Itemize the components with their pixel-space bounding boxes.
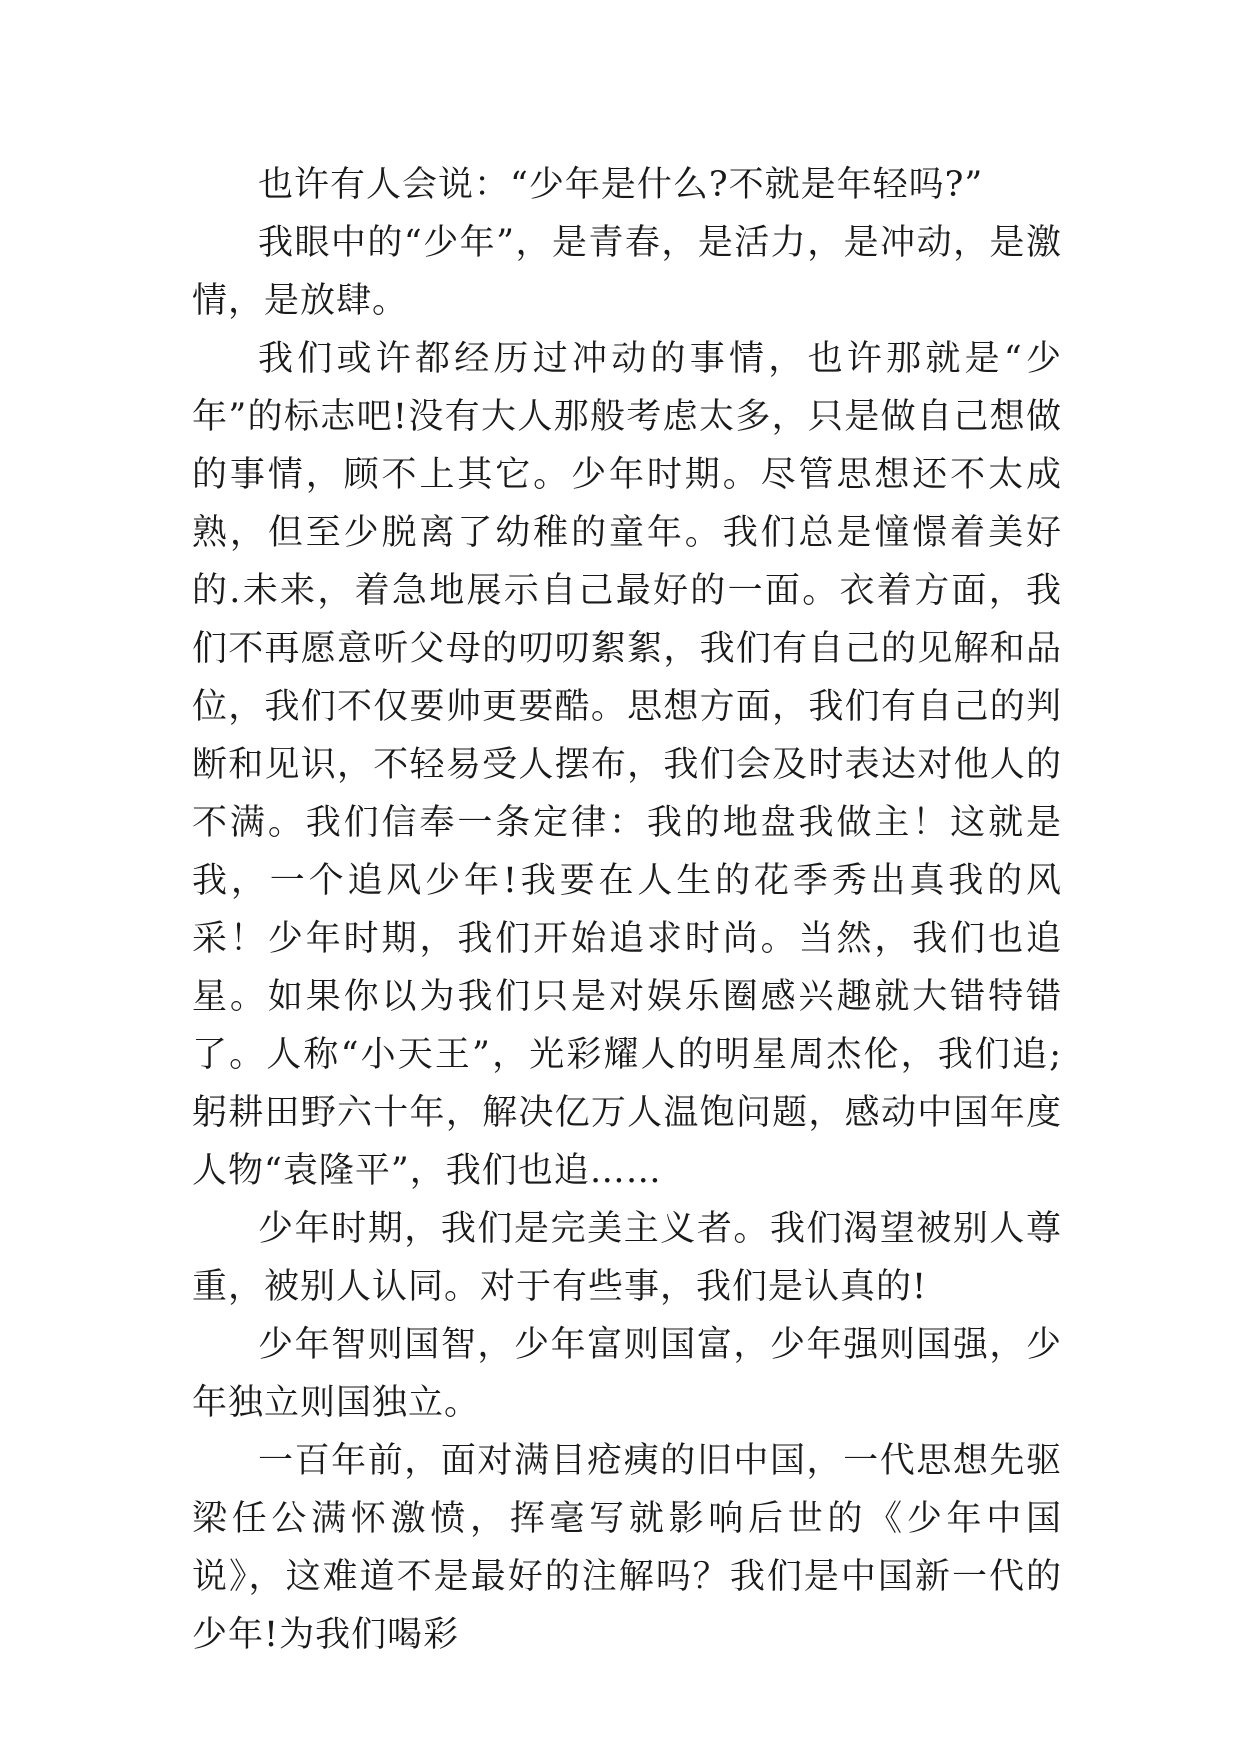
- document-body: [192, 156, 1062, 1664]
- paragraph-6: 一百年前，面对满目疮痍的旧中国，一代思想先驱梁任公满怀激愤，挥毫写就影响后世的《少年中国说》，这难道不是最好的注解吗？我们是中国新一代的少年!为我们喝彩: [192, 1441, 1062, 1655]
- paragraph-3: 我们或许都经历过冲动的事情，也许那就是“少年”的标志吧!没有大人那般考虑太多，只是做自己想做的事情，顾不上其它。少年时期。尽管思想还不太成熟，但至少脱离了幼稚的童年。我们总是憧憬着美好的.未来，着急地展示自己最好的一面。衣着方面，我们不再愿意听父母的叨叨絮絮，我们有自己的见解和品位，我们不仅要帅更要酷。思想方面，我们有自己的判断和见识，不轻易受人摆布，我们会及时表达对他人的不满。我们信奉一条定律：我的地盘我做主！这就是我，一个追风少年!我要在人生的花季秀出真我的风采！少年时期，我们开始追求时尚。当然，我们也追星。如果你以为我们只是对娱乐圈感兴趣就大错特错了。人称“小天王”，光彩耀人的明星周杰伦，我们追;躬耕田野六十年，解决亿万人温饱问题，感动中国年度人物“袁隆平”，我们也追……: [192, 339, 1062, 1191]
- paragraph-1: 也许有人会说：“少年是什么?不就是年轻吗?”: [258, 165, 984, 205]
- paragraph-5: 少年智则国智，少年富则国富，少年强则国强，少年独立则国独立。: [192, 1325, 1062, 1423]
- paragraph-2: 我眼中的“少年”，是青春，是活力，是冲动，是激情，是放肆。: [192, 223, 1062, 321]
- paragraph-4: 少年时期，我们是完美主义者。我们渴望被别人尊重，被别人认同。对于有些事，我们是认真的!: [192, 1209, 1062, 1307]
